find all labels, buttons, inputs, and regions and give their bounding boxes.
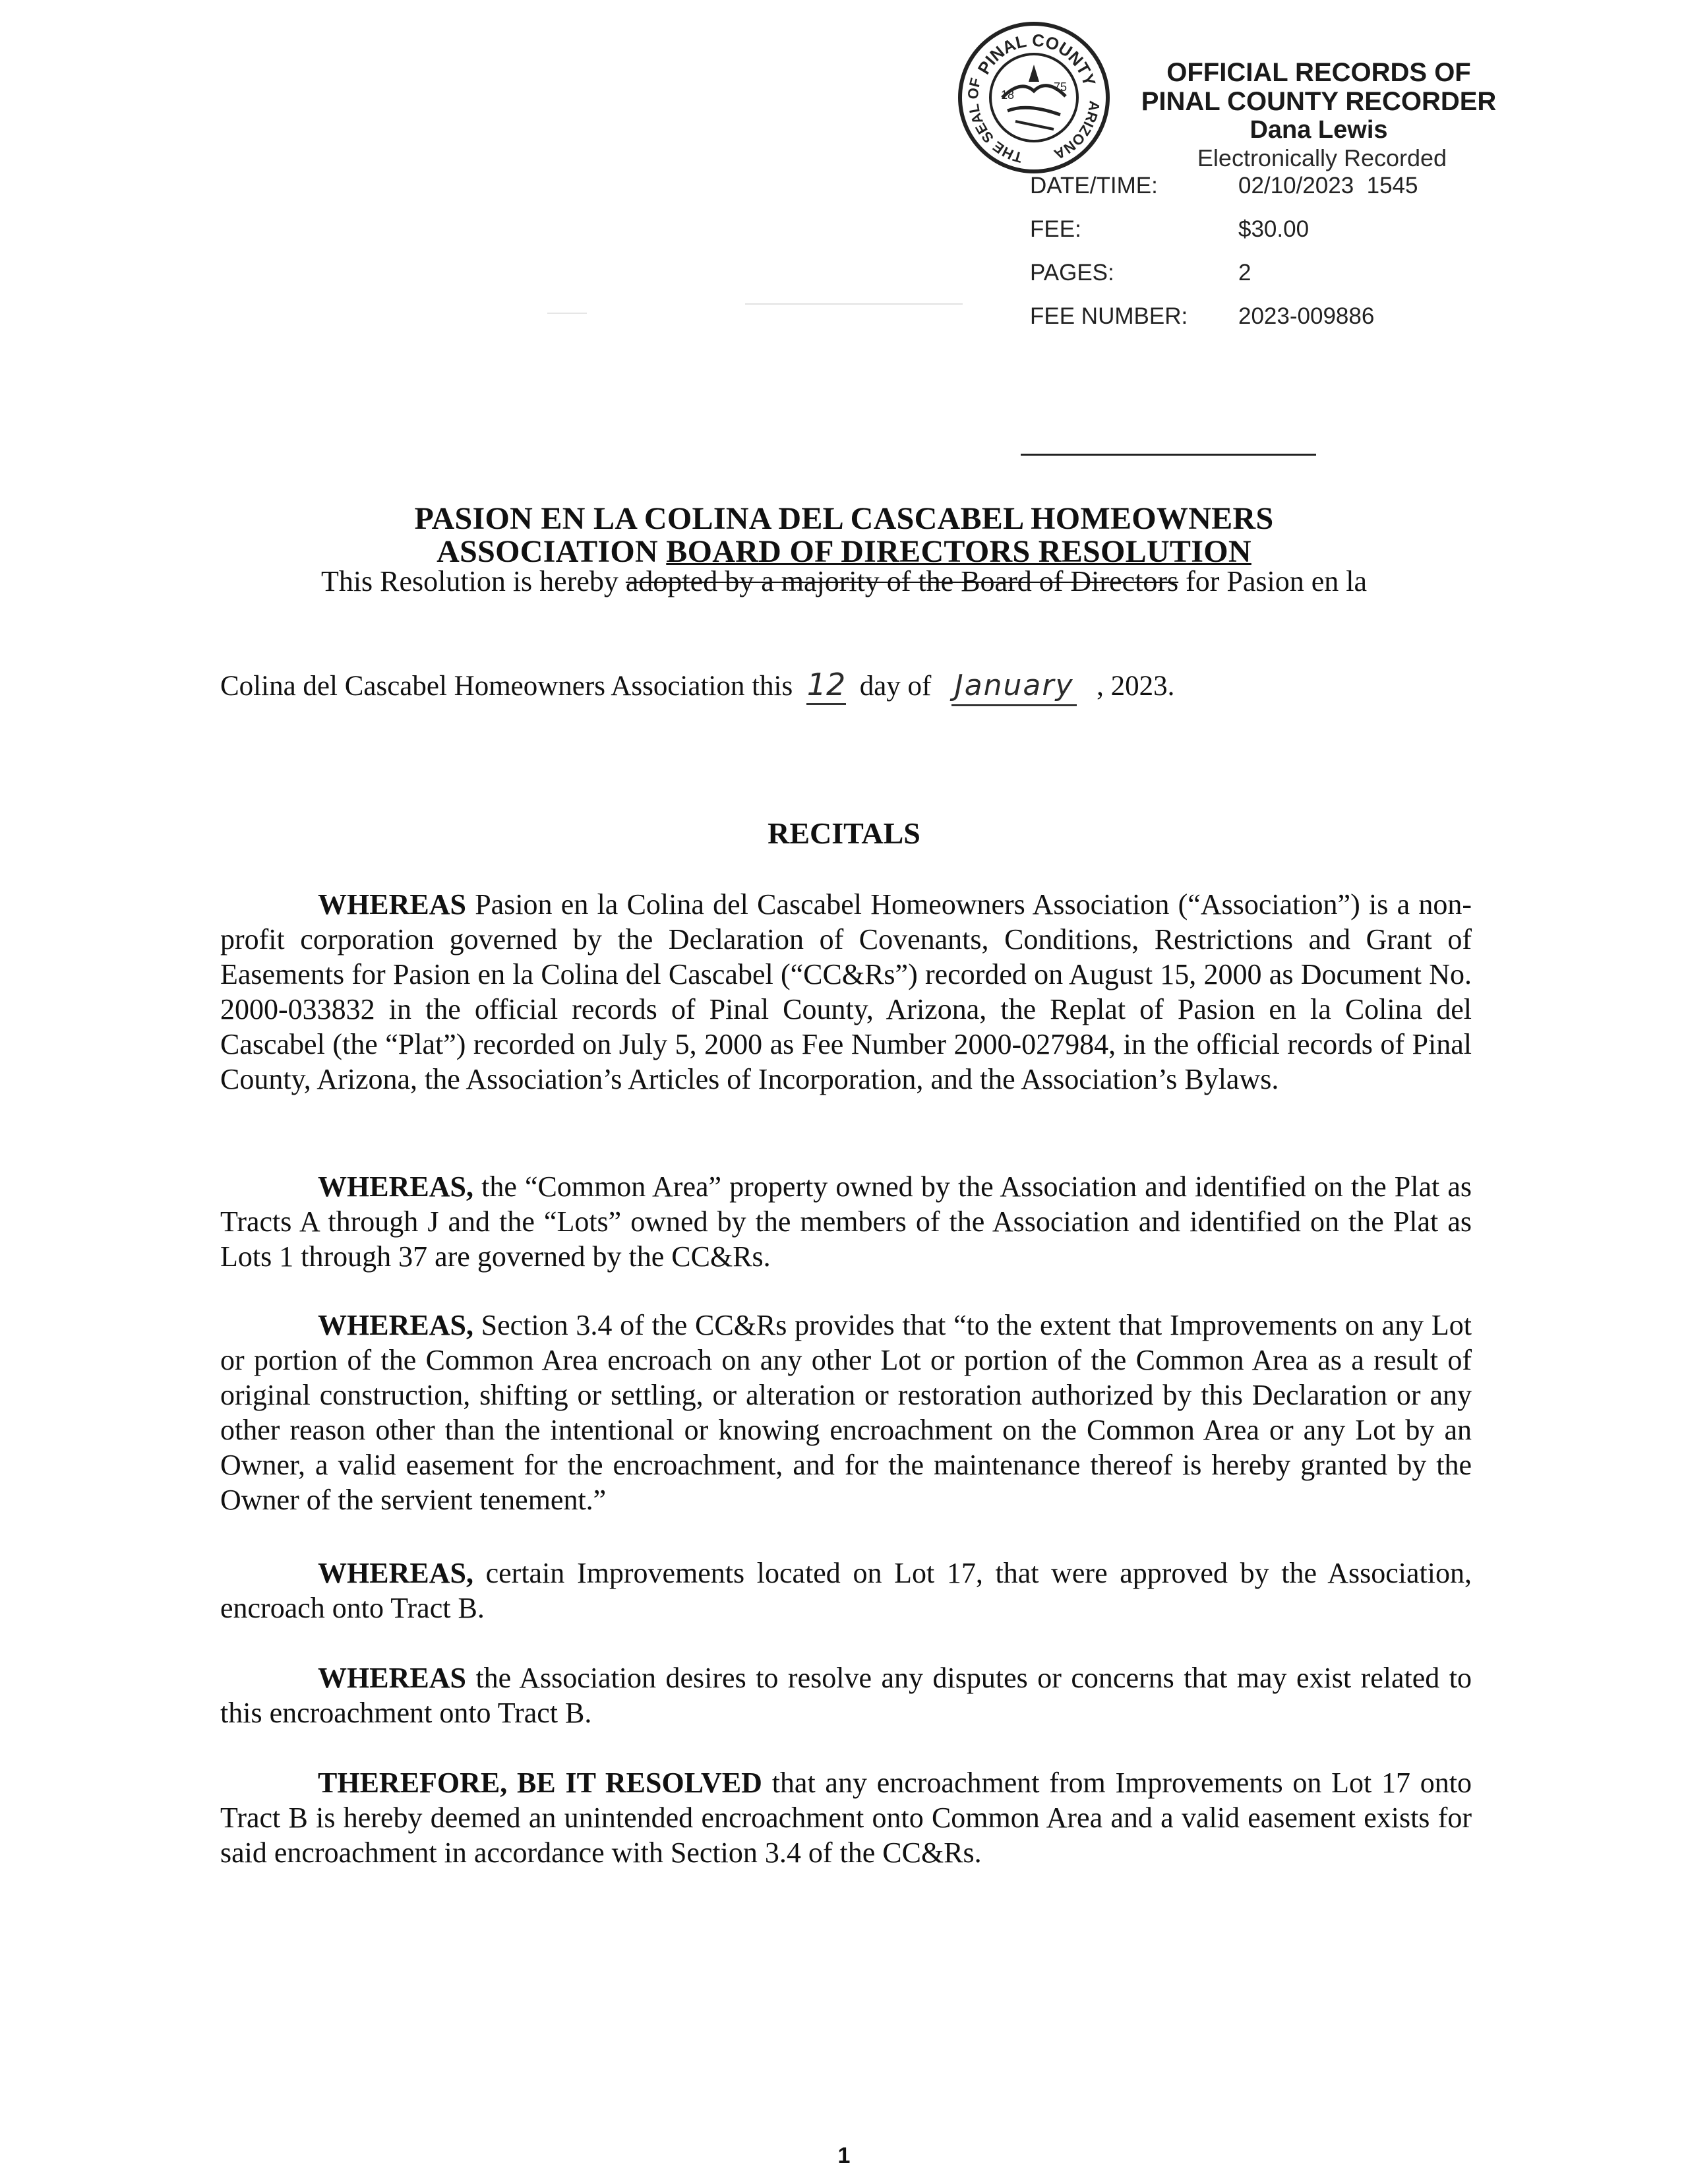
divider: [745, 303, 963, 305]
seal-year-left: 18: [1001, 88, 1015, 102]
recording-label: DATE/TIME:: [1030, 173, 1158, 198]
document-title-line-2: [0, 535, 1688, 568]
recital-paragraph: [220, 1556, 1472, 1625]
handwritten-month: January: [951, 667, 1077, 706]
date-part-2: day of: [852, 671, 939, 702]
paragraph-text: Section 3.4 of the CC&Rs provides that “to the extent that Improvements on any Lot or portion of the Common Area encroach on any other Lot or portion of the Common Area as a result of original construction, shifting or settling, or alteration or restoration authorized by this Declaration or any other reason other than the intentional or knowing encroachment on the Common Area or any Lot by an Owner, a valid easement for the encroachment, and for the maintenance thereof is hereby granted by the Owner of the servient tenement.”: [220, 1309, 1472, 1516]
recording-value: 2023-009886: [1238, 303, 1375, 329]
seal-top-text: PINAL COUNTY: [973, 30, 1100, 89]
intro-part-1: This Resolution is hereby: [320, 565, 626, 597]
recital-paragraph: [220, 1660, 1472, 1730]
recorder-name: Dana Lewis: [1250, 116, 1388, 144]
recording-row-pages: [1030, 260, 1418, 303]
intro-part-2: adopted by a majority of the Board of Directors: [625, 565, 1179, 597]
recorder-status: Electronically Recorded: [1197, 144, 1447, 171]
intro-part-3: for Pasion en la: [1178, 565, 1368, 597]
recording-value: 2: [1238, 260, 1251, 286]
title-resolution: BOARD OF DIRECTORS RESOLUTION: [666, 534, 1251, 569]
paragraph-lead: WHEREAS: [318, 888, 466, 921]
recording-row-fee-number: [1030, 303, 1418, 347]
recital-paragraph: [220, 887, 1472, 1097]
recital-paragraph: [220, 1308, 1472, 1517]
recording-row-datetime: [1030, 173, 1418, 216]
recitals-heading: RECITALS: [768, 816, 920, 850]
seal-right-text: ARIZONA: [1051, 100, 1103, 163]
paragraph-lead: WHEREAS,: [318, 1309, 473, 1341]
paragraph-text: certain Improvements located on Lot 17, that were approved by the Association, encroach onto Tract B.: [220, 1557, 1472, 1624]
recording-label: FEE:: [1030, 216, 1081, 242]
intro-line: [0, 564, 1688, 599]
resolution-paragraph: [220, 1765, 1472, 1870]
seal-left-text: THE SEAL OF: [964, 76, 1025, 166]
recording-value: $30.00: [1238, 216, 1310, 242]
recording-info-table: [1030, 173, 1418, 347]
paragraph-lead: THEREFORE, BE IT RESOLVED: [318, 1767, 762, 1799]
recording-label: FEE NUMBER:: [1030, 303, 1188, 329]
recorder-line-2: PINAL COUNTY RECORDER: [1141, 87, 1497, 116]
recital-paragraph: [220, 1169, 1472, 1274]
recording-label: PAGES:: [1030, 260, 1114, 286]
date-part-1: Colina del Cascabel Homeowners Association this: [220, 671, 800, 702]
handwritten-day: 12: [806, 666, 846, 705]
recorder-header: [1081, 58, 1556, 173]
paragraph-text: Pasion en la Colina del Cascabel Homeowners Association (“Association”) is a non-profit corporation governed by the Declaration of Covenants, Conditions, Restrictions and Grant of Easements for Pasion en la Colina del Cascabel (“CC&Rs”) recorded on August 15, 2000 as Document No. 2000-033832 in the official records of Pinal County, Arizona, the Replat of Pasion en la Colina del Cascabel (the “Plat”) recorded on July 5, 2000 as Fee Number 2000-027984, in the official records of Pinal County, Arizona, the Association’s Articles of Incorporation, and the Association’s Bylaws.: [220, 888, 1472, 1095]
adoption-date-line: [220, 666, 1174, 706]
paragraph-text: the Association desires to resolve any disputes or concerns that may exist related to this encroachment onto Tract B.: [220, 1662, 1472, 1729]
seal-year-right: 75: [1054, 80, 1068, 94]
paragraph-text: the “Common Area” property owned by the Association and identified on the Plat as Tracts A through J and the “Lots” owned by the members of the Association and identified on the Plat as Lots 1 through 37 are governed by the CC&Rs.: [220, 1170, 1472, 1273]
date-part-3: , 2023.: [1097, 671, 1175, 702]
recording-row-fee: [1030, 216, 1418, 260]
document-title-line-1: PASION EN LA COLINA DEL CASCABEL HOMEOWNERS: [414, 501, 1274, 536]
paragraph-text: that any encroachment from Improvements on Lot 17 onto Tract B is hereby deemed an unintended encroachment onto Common Area and a valid easement exists for said encroachment in accordance with Section 3.4 of the CC&Rs.: [220, 1767, 1472, 1869]
divider: [547, 313, 587, 314]
paragraph-lead: WHEREAS,: [318, 1170, 473, 1203]
paragraph-lead: WHEREAS: [318, 1662, 466, 1694]
page-number: 1: [837, 2143, 851, 2168]
divider: [1021, 454, 1316, 456]
recorder-line-1: OFFICIAL RECORDS OF: [1166, 58, 1471, 87]
recording-value: 02/10/2023 1545: [1238, 173, 1418, 198]
title-association: ASSOCIATION: [437, 534, 667, 569]
paragraph-lead: WHEREAS,: [318, 1557, 473, 1589]
